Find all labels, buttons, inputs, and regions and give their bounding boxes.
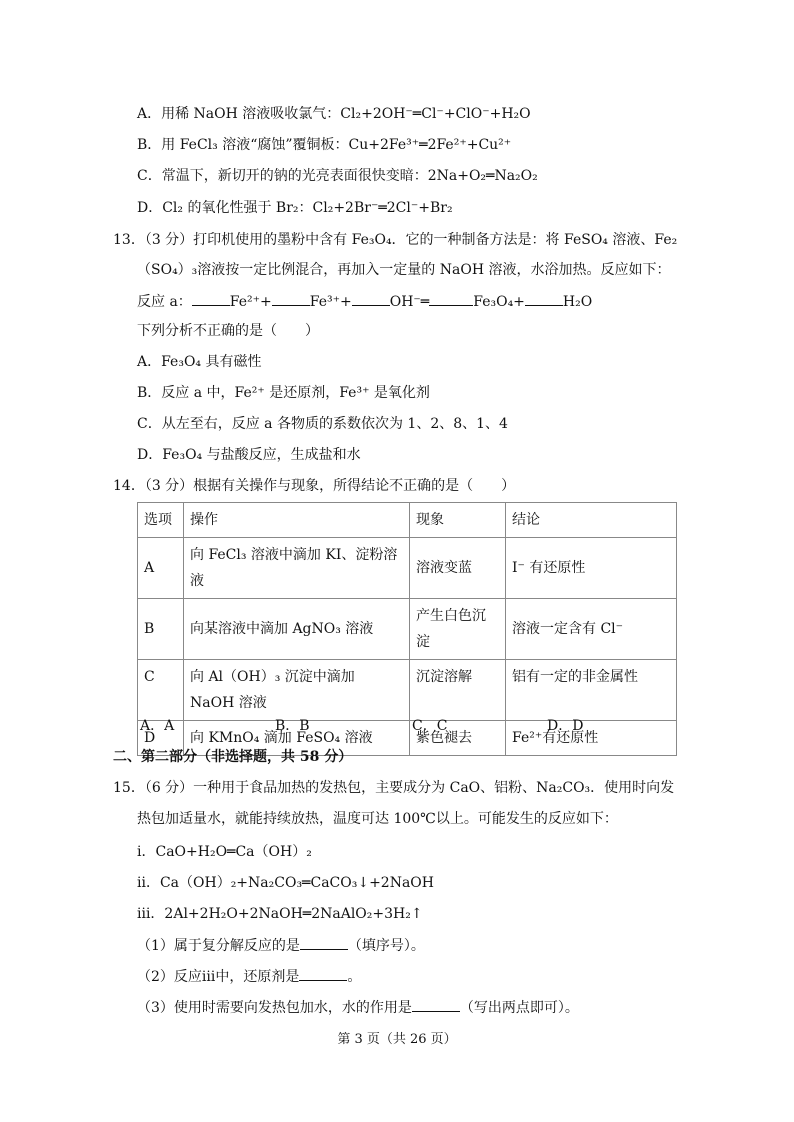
table-cell: B [138, 599, 184, 660]
answer-blank[interactable] [300, 935, 348, 950]
subquestion-text: （3）使用时需要向发热包加水，水的作用是 [137, 1000, 412, 1016]
table-cell: Fe²⁺有还原性 [506, 721, 677, 756]
q15-stem-line1: 15．（6 分）一种用于食品加热的发热包，主要成分为 CaO、铝粉、Na₂CO₃．使用时向发 [113, 780, 675, 796]
q13-ask: 下列分析不正确的是（ ） [137, 323, 319, 339]
q14-option-d: D．D [547, 718, 584, 734]
q14-stem: 14．（3 分）根据有关操作与现象，所得结论不正确的是（ ） [113, 478, 516, 494]
answer-blank[interactable] [525, 291, 563, 306]
answer-blank[interactable] [429, 291, 473, 306]
answer-blank[interactable] [412, 997, 460, 1012]
q13-stem-line2: （SO₄）₃溶液按一定比例混合，再加入一定量的 NaOH 溶液，水浴加热。反应如下： [137, 262, 671, 278]
part2-heading: 二、第二部分（非选择题，共 58 分） [113, 749, 353, 765]
table-row [138, 599, 677, 660]
table-cell: 向 Al（OH）₃ 沉淀中滴加 NaOH 溶液 [184, 660, 410, 721]
q15-stem-line2: 热包加适量水，就能持续放热，温度可达 100℃以上。可能发生的反应如下： [137, 811, 618, 827]
table-cell: 溶液变蓝 [410, 538, 506, 599]
q15-reaction-3: ⅲ．2Al+2H₂O+2NaOH═2NaAlO₂+3H₂↑ [137, 906, 423, 922]
table-cell: C [138, 660, 184, 721]
table-cell: D [138, 721, 184, 756]
subquestion-text: （写出两点即可）。 [459, 1000, 579, 1016]
table-header: 选项 [138, 503, 184, 538]
q13-option-b: B．反应 a 中，Fe²⁺ 是还原剂，Fe³⁺ 是氧化剂 [137, 385, 430, 401]
answer-blank[interactable] [272, 291, 310, 306]
table-cell: 产生白色沉淀 [410, 599, 506, 660]
q15-reaction-2: ⅱ．Ca（OH）₂+Na₂CO₃═CaCO₃↓+2NaOH [137, 875, 434, 891]
answer-blank[interactable] [299, 966, 347, 981]
table-cell: 向 KMnO₄ 滴加 FeSO₄ 溶液 [184, 721, 410, 756]
subquestion-text: 。 [347, 969, 362, 985]
q15-reaction-1: ⅰ．CaO+H₂O═Ca（OH）₂ [137, 844, 312, 860]
table-row [138, 538, 677, 599]
subquestion-text: （2）反应ⅲ中，还原剂是 [137, 969, 300, 985]
reaction-term: H₂O [562, 294, 593, 310]
q13-option-c: C．从左至右，反应 a 各物质的系数依次为 1、2、8、1、4 [137, 416, 508, 432]
subquestion-text: （填序号）。 [347, 938, 425, 954]
table-header: 现象 [410, 503, 506, 538]
table-cell: 向 FeCl₃ 溶液中滴加 KI、淀粉溶液 [184, 538, 410, 599]
q14-option-b: B．B [275, 718, 310, 734]
q13-stem-line1: 13．（3 分）打印机使用的墨粉中含有 Fe₃O₄．它的一种制备方法是：将 FeSO₄ 溶液、Fe₂ [113, 232, 678, 248]
reaction-term: Fe²⁺+ [229, 294, 272, 310]
q12-option-a: A．用稀 NaOH 溶液吸收氯气：Cl₂+2OH⁻═Cl⁻+ClO⁻+H₂O [137, 106, 531, 122]
reaction-term: OH⁻═ [389, 294, 430, 310]
reaction-prefix: 反应 a： [137, 294, 192, 310]
table-cell: A [138, 538, 184, 599]
q13-option-d: D．Fe₃O₄ 与盐酸反应，生成盐和水 [137, 447, 361, 463]
table-row [138, 660, 677, 721]
table-cell: 溶液一定含有 Cl⁻ [506, 599, 677, 660]
answer-blank[interactable] [192, 291, 230, 306]
subquestion-text: （1）属于复分解反应的是 [137, 938, 300, 954]
q12-option-b: B．用 FeCl₃ 溶液“腐蚀”覆铜板：Cu+2Fe³⁺═2Fe²⁺+Cu²⁺ [137, 137, 512, 153]
reaction-term: Fe₃O₄+ [473, 294, 525, 310]
q13-option-a: A．Fe₃O₄ 具有磁性 [137, 354, 262, 370]
q15-subquestion-2 [137, 966, 361, 987]
page-footer: 第 3 页（共 26 页） [337, 1032, 457, 1047]
q15-subquestion-1 [137, 935, 425, 956]
reaction-term: Fe³⁺+ [309, 294, 352, 310]
table-cell: 沉淀溶解 [410, 660, 506, 721]
q15-subquestion-3 [137, 997, 579, 1018]
answer-blank[interactable] [352, 291, 390, 306]
table-header: 结论 [506, 503, 677, 538]
table-cell: 铝有一定的非金属性 [506, 660, 677, 721]
table-cell: 紫色褪去 [410, 721, 506, 756]
table-cell: I⁻ 有还原性 [506, 538, 677, 599]
q12-option-d: D．Cl₂ 的氧化性强于 Br₂：Cl₂+2Br⁻═2Cl⁻+Br₂ [137, 200, 453, 216]
q14-option-c: C．C [412, 718, 448, 734]
q14-option-a: A．A [140, 718, 175, 734]
q14-table [137, 502, 677, 756]
q12-option-c: C．常温下，新切开的钠的光亮表面很快变暗：2Na+O₂═Na₂O₂ [137, 168, 538, 184]
table-header-row [138, 503, 677, 538]
table-header: 操作 [184, 503, 410, 538]
q13-reaction-a [137, 291, 592, 312]
table-cell: 向某溶液中滴加 AgNO₃ 溶液 [184, 599, 410, 660]
